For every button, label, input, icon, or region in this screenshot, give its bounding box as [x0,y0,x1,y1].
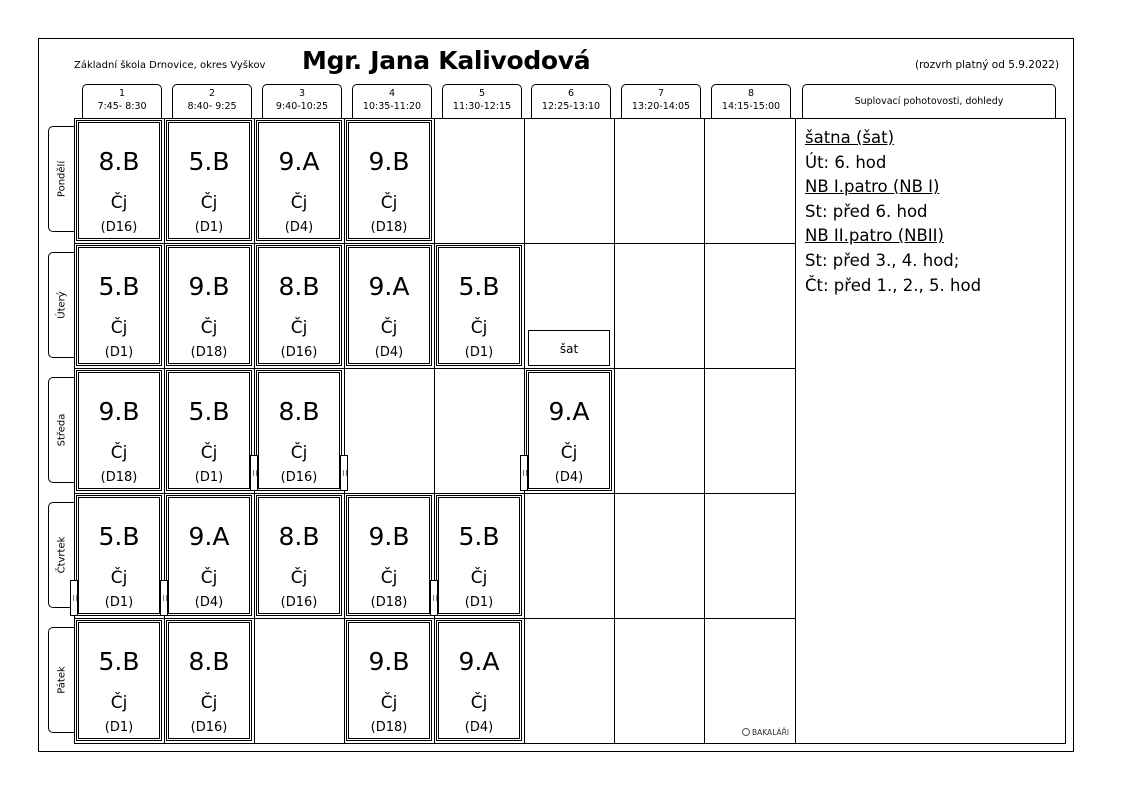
lesson-class: 5.B [98,272,140,301]
supervision-notes [805,126,981,298]
day-label: Pátek [56,666,68,694]
lesson-subject: Čj [110,568,128,588]
lesson-cell[interactable] [346,495,432,616]
grid-line [74,493,796,494]
lesson-cell[interactable] [166,370,252,491]
grid-line [164,118,165,744]
break-duty-marker[interactable] [70,580,78,616]
period-time: 14:15-15:00 [721,101,781,112]
lesson-subject: Čj [200,318,218,338]
lesson-room: (D16) [280,595,318,610]
lesson-subject: Čj [560,443,578,463]
period-header-1 [82,84,162,118]
period-time: 12:25-13:10 [541,101,601,112]
note-line: Čt: před 1., 2., 5. hod [805,275,982,295]
lesson-cell[interactable] [166,245,252,366]
period-number: 2 [208,88,216,99]
lesson-class: 8.B [188,647,230,676]
lesson-cell[interactable] [76,620,162,741]
lesson-class: 9.B [98,397,140,426]
lesson-cell[interactable] [346,620,432,741]
lesson-subject: Čj [290,193,308,213]
lesson-subject: Čj [290,568,308,588]
period-time: 13:20-14:05 [631,101,691,112]
period-number: 4 [388,88,396,99]
lesson-subject: Čj [110,443,128,463]
note-heading: NB II.patro (NBII) [805,226,944,246]
lesson-cell[interactable] [76,495,162,616]
period-number: 1 [118,88,126,99]
bakalari-logo [742,728,789,737]
school-name: Základní škola Drnovice, okres Vyškov [74,60,266,71]
period-header-2 [172,84,252,118]
lesson-room: (D16) [100,220,138,235]
grid-line [795,118,796,744]
lesson-class: 9.B [368,522,410,551]
lesson-subject: Čj [290,443,308,463]
lesson-class: 5.B [98,522,140,551]
lesson-cell[interactable] [256,495,342,616]
lesson-subject: Čj [470,318,488,338]
lesson-room: (D18) [370,720,408,735]
lesson-cell[interactable] [346,245,432,366]
note-heading: šatna (šat) [805,128,895,147]
lesson-cell[interactable] [76,370,162,491]
logo-text: BAKALÁŘI [752,728,790,737]
lesson-room: (D18) [100,470,138,485]
grid-line [74,243,796,244]
period-header-7 [621,84,701,118]
lesson-subject: Čj [200,443,218,463]
break-duty-marker[interactable] [160,580,168,616]
grid-line [614,118,615,744]
lesson-cell[interactable] [256,245,342,366]
period-time: 11:30-12:15 [452,101,512,112]
note-line: St: před 6. hod [805,201,928,221]
period-number: 3 [298,88,306,99]
lesson-subject: Čj [380,193,398,213]
break-duty-marker[interactable] [250,455,258,491]
lesson-class: 9.A [278,147,320,176]
validity-date: (rozvrh platný od 5.9.2022) [915,59,1060,71]
period-header-4 [352,84,432,118]
lesson-class: 8.B [278,522,320,551]
break-duty-marker[interactable] [430,580,438,616]
grid-line [74,368,796,369]
lesson-subject: Čj [200,568,218,588]
period-time: 9:40-10:25 [275,101,329,112]
lesson-room: (D16) [190,720,228,735]
lesson-room: (D4) [284,220,314,235]
lesson-room: (D16) [280,470,318,485]
lesson-room: (D1) [104,345,134,360]
period-number: 6 [567,88,575,99]
lesson-room: (D18) [190,345,228,360]
note-line: Út: 6. hod [805,152,887,172]
period-header-8 [711,84,791,118]
lesson-cell[interactable] [166,120,252,241]
lesson-room: (D18) [370,595,408,610]
day-label: Čtvrtek [56,536,68,574]
lesson-subject: Čj [380,568,398,588]
lesson-cell[interactable] [76,120,162,241]
lesson-class: 9.B [368,147,410,176]
lesson-subject: Čj [470,568,488,588]
lesson-subject: Čj [200,693,218,713]
lesson-class: 9.A [368,272,410,301]
lesson-cell[interactable] [76,245,162,366]
lesson-cell[interactable] [436,495,522,616]
break-duty-marker[interactable] [340,455,348,491]
lesson-class: 9.A [548,397,590,426]
supervision-header: Suplovací pohotovosti, dohledy [802,84,1056,118]
lesson-cell[interactable] [166,495,252,616]
lesson-subject: Čj [110,318,128,338]
lesson-cell[interactable] [256,370,342,491]
day-label: Úterý [56,291,68,319]
lesson-subject: Čj [200,193,218,213]
duty-cell-satna[interactable]: šat [528,330,610,366]
lesson-room: (D4) [194,595,224,610]
period-header-6 [531,84,611,118]
lesson-room: (D1) [194,220,224,235]
lesson-class: 9.B [368,647,410,676]
lesson-cell[interactable] [166,620,252,741]
day-label: Středa [56,413,68,447]
lesson-room: (D1) [464,595,494,610]
lesson-class: 5.B [98,647,140,676]
period-time: 8:40- 9:25 [187,101,237,112]
lesson-room: (D1) [464,345,494,360]
lesson-class: 9.A [188,522,230,551]
period-time: 7:45- 8:30 [97,101,147,112]
period-header-3 [262,84,342,118]
lesson-room: (D4) [554,470,584,485]
lesson-subject: Čj [110,693,128,713]
lesson-room: (D1) [194,470,224,485]
lesson-room: (D16) [280,345,318,360]
lesson-cell[interactable] [436,245,522,366]
day-label: Pondělí [56,160,68,198]
grid-line [254,118,255,744]
lesson-cell[interactable] [436,620,522,741]
break-duty-marker[interactable] [520,455,528,491]
period-number: 8 [747,88,755,99]
lesson-class: 9.A [458,647,500,676]
day-tab-wednesday [48,377,75,483]
period-number: 7 [657,88,665,99]
grid-line [704,118,705,744]
lesson-class: 8.B [278,397,320,426]
lesson-cell[interactable] [526,370,612,491]
period-number: 5 [478,88,486,99]
grid-line [434,118,435,744]
teacher-name: Mgr. Jana Kalivodová [302,46,591,75]
lesson-room: (D1) [104,720,134,735]
day-tab-monday [48,126,75,232]
lesson-subject: Čj [110,193,128,213]
grid-line [524,118,525,744]
lesson-class: 9.B [188,272,230,301]
lesson-class: 5.B [188,147,230,176]
grid-line [74,618,796,619]
lesson-cell[interactable] [346,120,432,241]
lesson-class: 8.B [278,272,320,301]
lesson-room: (D4) [374,345,404,360]
grid-line [344,118,345,744]
gear-icon [742,728,750,736]
lesson-class: 8.B [98,147,140,176]
day-tab-tuesday [48,252,75,358]
note-heading: NB I.patro (NB I) [805,177,940,197]
note-line: St: před 3., 4. hod; [805,250,960,270]
lesson-class: 5.B [458,522,500,551]
lesson-subject: Čj [290,318,308,338]
period-time: 10:35-11:20 [362,101,422,112]
lesson-class: 5.B [458,272,500,301]
lesson-cell[interactable] [256,120,342,241]
period-header-5 [442,84,522,118]
lesson-subject: Čj [380,693,398,713]
lesson-room: (D4) [464,720,494,735]
lesson-subject: Čj [470,693,488,713]
day-tab-friday [48,627,75,733]
lesson-class: 5.B [188,397,230,426]
lesson-room: (D18) [370,220,408,235]
lesson-room: (D1) [104,595,134,610]
lesson-subject: Čj [380,318,398,338]
